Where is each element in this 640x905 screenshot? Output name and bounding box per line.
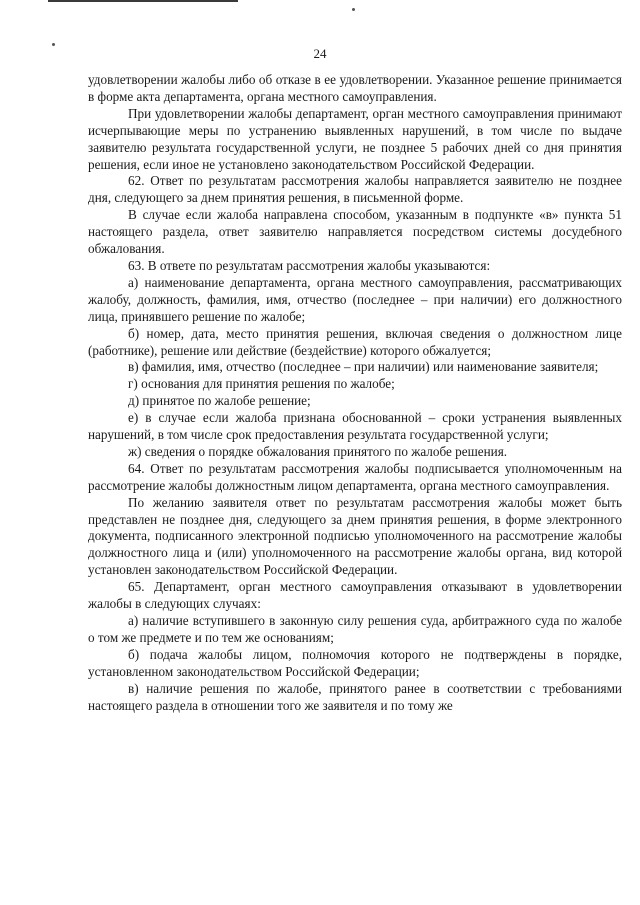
page-number: 24 xyxy=(313,46,327,61)
paragraph: в) фамилия, имя, отчество (последнее – при наличии) или наименование заявителя; xyxy=(128,359,599,375)
paragraph: удовлетворении жалобы либо об отказе в ее удовлетворении. Указанное решение принимается в форме акта департамента, органа местного самоуправления. xyxy=(88,72,622,104)
paragraph: г) основания для принятия решения по жалобе; xyxy=(128,376,395,392)
paragraph: В случае если жалоба направлена способом, указанным в подпункте «в» пункта 51 настоящего раздела, ответ заявителю направляется посредством системы досудебного обжалования. xyxy=(88,207,622,257)
paragraph: ж) сведения о порядке обжалования принятого по жалобе решения. xyxy=(128,443,508,459)
paragraph: в) наличие решения по жалобе, принятого ранее в соответствии с требованиями настоящего раздела в отношении того же заявителя и по тому же xyxy=(88,680,622,713)
paragraph: 65. Департамент, орган местного самоуправления отказывают в удовлетворении жалобы в следующих случаях: xyxy=(88,579,622,612)
paragraph: а) наличие вступившего в законную силу решения суда, арбитражного суда по жалобе о том же предмете и по тем же основаниям; xyxy=(88,613,622,645)
paragraph: 62. Ответ по результатам рассмотрения жалобы направляется заявителю не позднее дня, следующего за днем принятия решения, в письменной форме. xyxy=(88,173,622,206)
paragraph: б) подача жалобы лицом, полномочия которого не подтверждены в порядке, установленном законодательством Российской Федерации; xyxy=(88,646,622,679)
paragraph: б) номер, дата, место принятия решения, включая сведения о должностном лице (работнике), решение или действие (бездействие) которого обжалуется; xyxy=(88,325,622,358)
paragraph: 63. В ответе по результатам рассмотрения жалобы указываются: xyxy=(128,257,491,273)
paragraph: е) в случае если жалоба признана обоснованной – сроки устранения выявленных нарушений, в том числе срок предоставления результата государственной услуги; xyxy=(88,410,622,443)
scan-speck xyxy=(352,8,355,11)
paragraph: д) принятое по жалобе решение; xyxy=(128,393,311,409)
document-body xyxy=(88,72,622,714)
paragraph: 64. Ответ по результатам рассмотрения жалобы подписывается уполномоченным на рассмотрение жалобы должностным лицом департамента, органа местного самоуправления. xyxy=(88,460,622,493)
paragraph: При удовлетворении жалобы департамент, орган местного самоуправления принимают исчерпывающие меры по устранению выявленных нарушений, в том числе по выдаче заявителю результата государственной услуги, не позднее 5 рабочих дней со дня принятия решения, если иное не установлено законодательством Российской Федерации. xyxy=(88,105,622,172)
scan-edge-mark xyxy=(48,0,238,2)
paragraph: а) наименование департамента, органа местного самоуправления, рассматривающих жалобу, должность, фамилия, имя, отчество (последнее – при наличии) его должностного лица, принявшего решение по жалобе; xyxy=(88,274,622,324)
paragraph: По желанию заявителя ответ по результатам рассмотрения жалобы может быть представлен не позднее дня, следующего за днем принятия решения, в форме электронного документа, подписанного электронной подписью уполномоченного на рассмотрение жалобы должностного лица и (или) уполномоченного на рассмотрение жалобы органа, вид которой установлен законодательством Российской Федерации. xyxy=(88,494,622,578)
